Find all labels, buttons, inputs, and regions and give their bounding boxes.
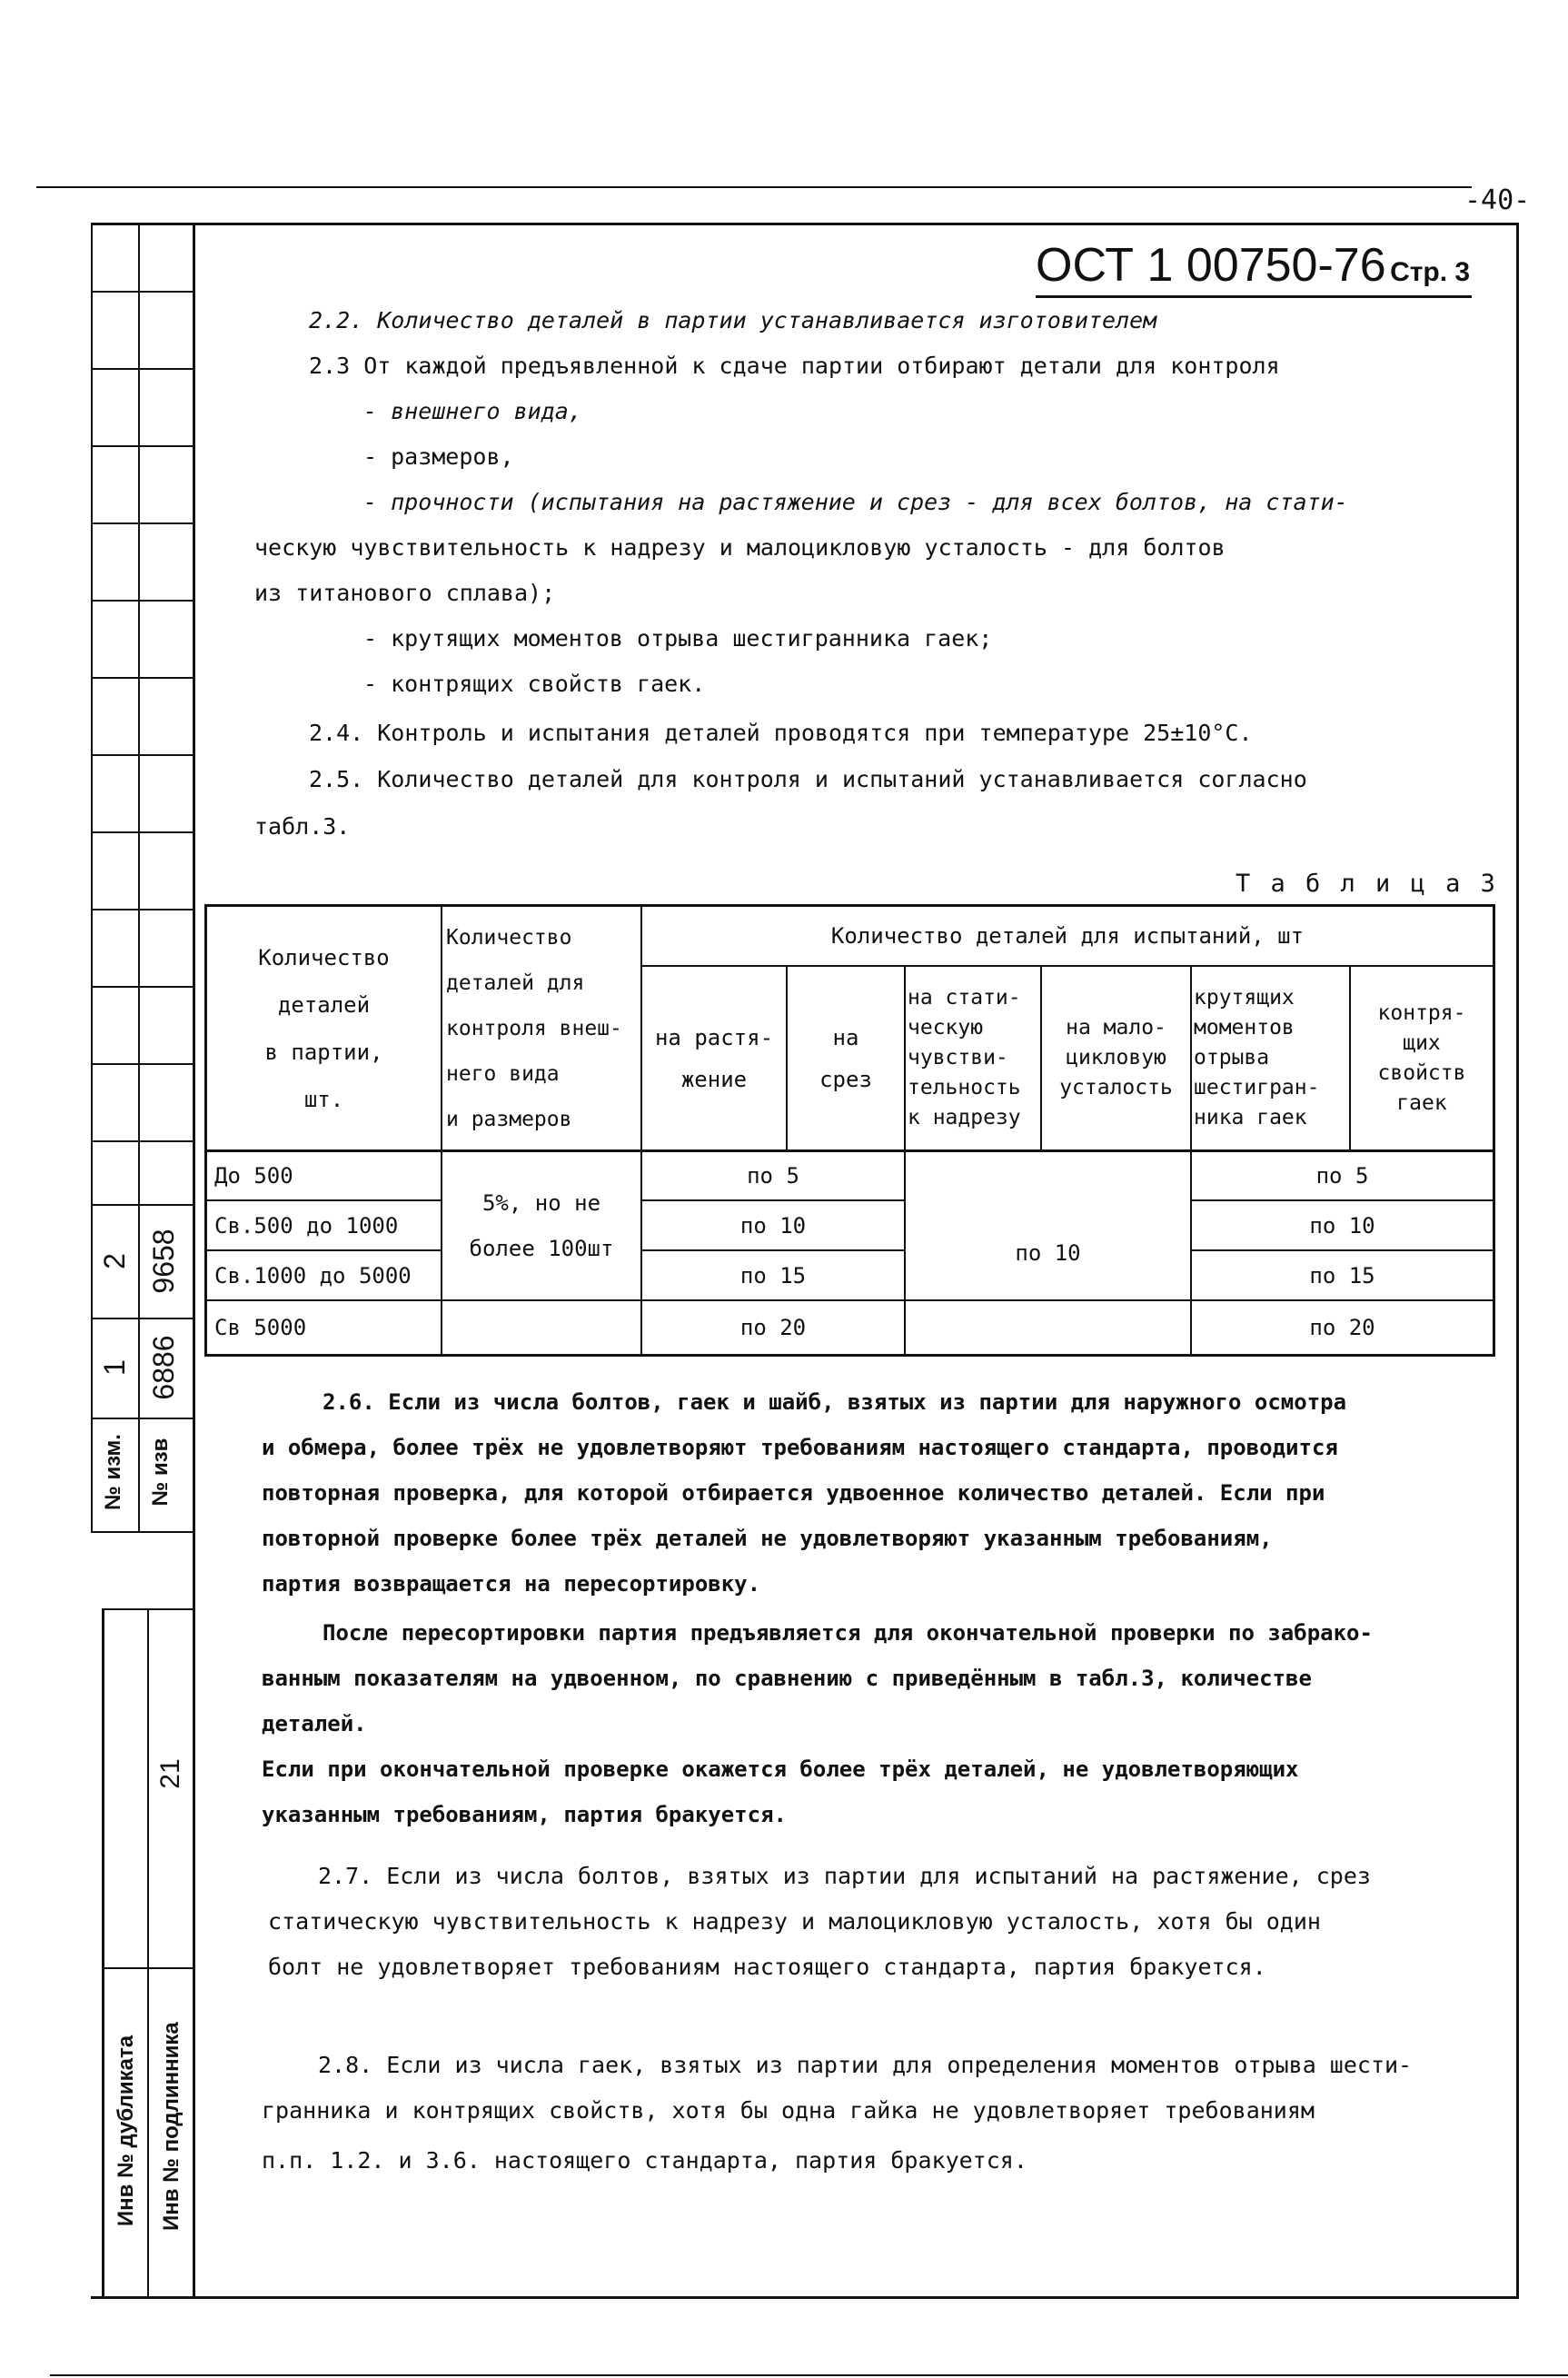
col-header-test-group: Количество деталей для испытаний, шт <box>830 923 1305 949</box>
para-2-2: 2.2. Количество деталей в партии устанавливается изготовителем <box>309 307 1157 333</box>
table-row-tension: по 20 <box>739 1315 807 1340</box>
table-row-torque: по 15 <box>1309 1262 1375 1288</box>
para-2-6-line1: 2.6. Если из числа болтов, гаек и шайб, взятых из партии для наружного осмотра <box>323 1389 1347 1415</box>
stamp-doc-1: 6886 <box>147 1335 180 1400</box>
stamp-original-inv-value: 21 <box>155 1758 185 1789</box>
table-row-torque: по 5 <box>1315 1163 1369 1189</box>
header-underline <box>1036 295 1472 298</box>
table-row-lot: Св 5000 <box>214 1315 307 1340</box>
table-row-torque: по 10 <box>1309 1212 1375 1239</box>
stamp-duplicate-inv-label: Инв № дубликата <box>114 2035 138 2227</box>
bottom-rule <box>50 2374 1568 2376</box>
top-rule <box>36 186 1472 188</box>
frame-bottom-line <box>91 2296 1519 2299</box>
stamp-mid-line <box>138 223 140 1531</box>
stamp-doc-no-label: № изв <box>148 1438 173 1507</box>
stamp-change-no-label: № изм. <box>101 1434 125 1510</box>
col-header-fatigue: на мало- цикловую усталость <box>1059 1016 1173 1099</box>
stamp-original-inv-label: Инв № подлинника <box>159 2022 184 2231</box>
para-2-8-line3: п.п. 1.2. и 3.6. настоящего стандарта, партия бракуется. <box>262 2147 1027 2174</box>
para-2-6-line10: указанным требованиям, партия бракуется. <box>262 1802 787 1827</box>
para-2-6-line7: ванным показателям на удвоенном, по сравнению с приведённым в табл.3, количестве <box>262 1666 1312 1691</box>
para-2-6-line6: После пересортировки партия предъявляется для окончательной проверки по забрако- <box>323 1620 1373 1646</box>
table-row-lot: До 500 <box>214 1163 293 1189</box>
list-item-appearance: - внешнего вида, <box>363 398 582 424</box>
list-item-strength-line1: - прочности (испытания на растяжение и срез - для всех болтов, на стати- <box>363 489 1348 515</box>
frame-inner-left-line <box>193 223 195 2299</box>
col-header-locking: контря- щих свойств гаек <box>1377 1000 1466 1115</box>
page-label: Стр. 3 <box>1390 257 1471 287</box>
merged-inspection-quantity: 5%, но не более 100шт <box>469 1190 614 1261</box>
list-item-strength-line2: ческую чувствительность к надрезу и малоцикловую усталость - для болтов <box>254 534 1226 561</box>
table-caption: Т а б л и ц а 3 <box>1236 870 1498 898</box>
page-number: -40- <box>1464 184 1531 216</box>
table-row-tension: по 10 <box>739 1212 807 1239</box>
list-item-torque: - крутящих моментов отрыва шестигранника гаек; <box>363 625 993 652</box>
col-header-tension: на растя- жение <box>654 1024 774 1092</box>
para-2-6-line3: повторная проверка, для которой отбирается удвоенное количество деталей. Если при <box>262 1480 1325 1506</box>
table-row-lot: Св.1000 до 5000 <box>214 1262 412 1288</box>
para-2-3: 2.3 От каждой предъявленной к сдаче партии отбирают детали для контроля <box>309 353 1280 379</box>
para-2-6-line8: деталей. <box>262 1711 367 1736</box>
para-2-7-line2: статическую чувствительность к надрезу и малоцикловую усталость, хотя бы один <box>268 1908 1321 1935</box>
table-row-tension: по 15 <box>739 1262 807 1288</box>
frame-right-line <box>1516 223 1519 2299</box>
stamp-change-2: 2 <box>98 1253 131 1269</box>
table-row-torque: по 20 <box>1309 1315 1375 1340</box>
stamp-outer-left <box>91 223 93 1531</box>
para-2-4: 2.4. Контроль и испытания деталей проводятся при температуре 25±10°C. <box>309 720 1253 746</box>
para-2-6-line2: и обмера, более трёх не удовлетворяют требованиям настоящего стандарта, проводится <box>262 1435 1338 1460</box>
para-2-8-line2: гранника и контрящих свойств, хотя бы одна гайка не удовлетворяет требованиям <box>262 2097 1315 2124</box>
list-item-strength-line3: из титанового сплава); <box>254 580 556 606</box>
table-row-lot: Св.500 до 1000 <box>214 1212 399 1239</box>
frame-top-line <box>91 223 1519 225</box>
para-2-5-line2: табл.3. <box>254 813 351 840</box>
col-header-shear: на срез <box>819 1024 872 1092</box>
para-2-7-line3: болт не удовлетворяет требованиям настоящего стандарта, партия бракуется. <box>268 1954 1266 1980</box>
merged-static-fatigue: по 10 <box>1015 1240 1081 1266</box>
stamp-change-1: 1 <box>98 1359 131 1376</box>
para-2-6-line9: Если при окончательной проверке окажется более трёх деталей, не удовлетворяющих <box>262 1756 1299 1782</box>
para-2-5-line1: 2.5. Количество деталей для контроля и испытаний устанавливается согласно <box>309 766 1307 792</box>
list-item-sizes: - размеров, <box>363 443 514 470</box>
standard-number: ОСТ 1 00750-76 <box>1036 239 1386 292</box>
table-row-tension: по 5 <box>747 1163 799 1189</box>
para-2-6-line4: повторной проверке более трёх деталей не удовлетворяют указанным требованиям, <box>262 1526 1273 1551</box>
document-code <box>1036 238 1470 293</box>
stamp-doc-2: 9658 <box>147 1229 180 1294</box>
col-header-inspection-quantity: Количество деталей для контроля внеш- него вида и размеров <box>446 925 622 1131</box>
col-header-static-sensitivity: на стати- ческую чувстви- тельность к надрезу <box>908 986 1021 1129</box>
col-header-torque: крутящих моментов отрыва шестигран- ника гаек <box>1194 986 1320 1129</box>
para-2-8-line1: 2.8. Если из числа гаек, взятых из партии для определения моментов отрыва шести- <box>318 2052 1413 2078</box>
para-2-6-line5: партия возвращается на пересортировку. <box>262 1571 761 1597</box>
para-2-7-line1: 2.7. Если из числа болтов, взятых из партии для испытаний на растяжение, срез <box>318 1863 1371 1889</box>
list-item-locking: - контрящих свойств гаек. <box>363 671 706 697</box>
col-header-lot-quantity: Количество деталей в партии, шт. <box>258 944 390 1112</box>
